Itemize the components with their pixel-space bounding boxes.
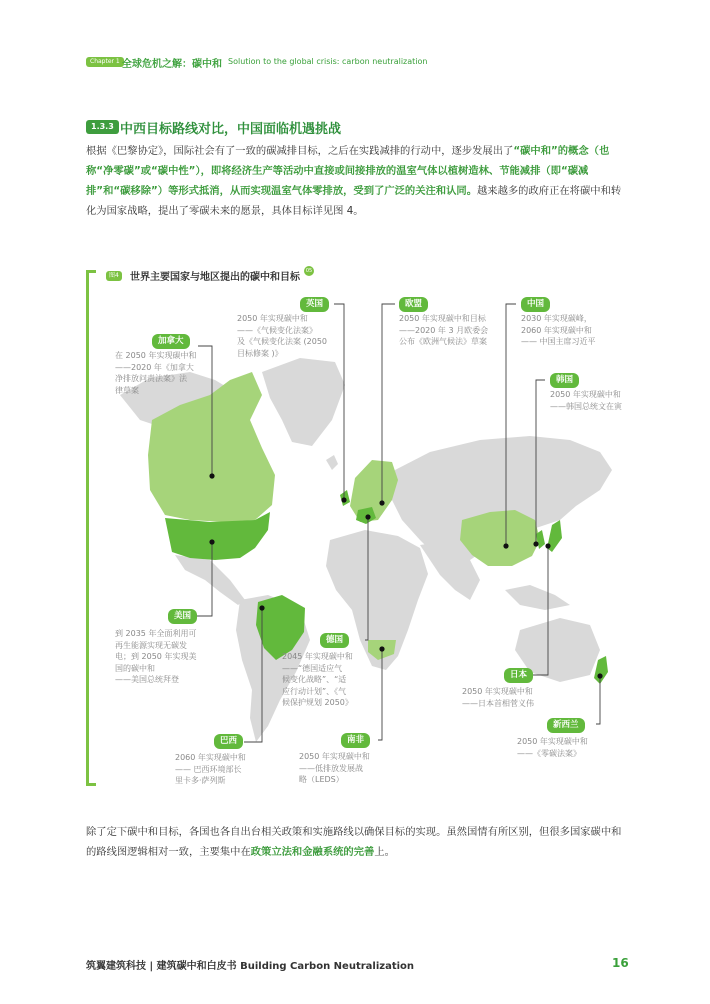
outro-text-2: 上。 [374, 846, 395, 858]
marker-eu [379, 500, 384, 505]
note-line: 到 2035 年全面利用可 [115, 629, 197, 638]
country-label-usa: 美国 [168, 609, 197, 624]
note-korea [550, 389, 630, 412]
page-number: 16 [612, 956, 629, 970]
note-line: 应行动计划”、《气 [282, 686, 347, 696]
note-line: 电；到 2050 年实现美 [115, 652, 197, 661]
note-line: 在 2050 年实现碳中和 [115, 351, 197, 360]
chapter-tag: Chapter 1 [86, 57, 124, 67]
note-line: ——日本首相菅义伟 [462, 698, 534, 708]
note-line: 再生能源实现无碳发 [115, 640, 187, 650]
note-line: 目标修案 )》 [237, 348, 283, 358]
section-title: 中西目标路线对比，中国面临机遇挑战 [120, 122, 342, 137]
country-label-korea: 韩国 [550, 373, 579, 388]
note-line: 2050 年实现碳中和 [550, 390, 621, 399]
section-number: 1.3.3 [86, 120, 119, 134]
note-canada [115, 350, 205, 396]
note-line: 2045 年实现碳中和 [282, 652, 353, 661]
figure-reference-badge: 05 [305, 268, 313, 274]
note-south-africa [299, 751, 379, 786]
note-line: 2060 年实现碳中和 [521, 325, 592, 335]
marker-germany [365, 514, 370, 519]
note-usa [115, 628, 210, 686]
note-uk [237, 313, 342, 359]
note-line: 2050 年实现碳中和 [517, 737, 588, 746]
intro-text-1: 根据《巴黎协定》，国际社会有了一致的碳减排目标，之后在实践减排的行动中，逐步发展出了 [86, 145, 514, 157]
note-line: ——美国总统拜登 [115, 675, 179, 684]
note-line: 及《气候变化法案 (2050 [237, 337, 328, 346]
note-line: 2050 年实现碳中和 [237, 314, 308, 323]
note-japan [462, 686, 546, 709]
marker-usa [209, 539, 214, 544]
outro-text-1: 除了定下碳中和目标，各国也各自出台相关政策和实施路线以确保目标的实现。虽然国情有所区别，但很多国家碳中和的路线图逻辑相对一致，主要集中在 [86, 826, 622, 858]
country-label-eu: 欧盟 [399, 297, 428, 312]
note-germany [282, 651, 366, 709]
note-line: 律草案 [115, 385, 139, 395]
marker-new-zealand [597, 673, 602, 678]
note-line: ——2020 年《加拿大 [115, 362, 194, 372]
country-label-south-africa: 南非 [341, 733, 370, 748]
country-label-brazil: 巴西 [214, 734, 243, 749]
country-label-germany: 德国 [320, 633, 349, 648]
note-line: 净排放问责法案》法 [115, 374, 187, 383]
note-line: ——《零碳法案》 [517, 748, 581, 758]
marker-japan [545, 543, 550, 548]
note-line: 2050 年实现碳中和目标 [399, 314, 486, 323]
country-label-new-zealand: 新西兰 [547, 718, 585, 733]
note-line: ——2020 年 3 月欧委会 [399, 325, 489, 335]
country-label-japan: 日本 [504, 668, 533, 683]
country-label-china: 中国 [521, 297, 550, 312]
marker-uk [341, 497, 346, 502]
outro-paragraph [86, 822, 624, 862]
note-line: 略（LEDS） [299, 775, 344, 784]
marker-brazil [259, 605, 264, 610]
note-line: 里卡多·萨列斯 [175, 776, 226, 785]
note-line: ——《气候变化法案》 [237, 325, 317, 335]
note-line: 候保护规划 2050》 [282, 698, 353, 707]
note-china [521, 313, 621, 348]
intro-text-2: 越来越多的政府正在将碳中和转化为国家战略，提出了零碳未来的愿景，具体目标详见图 4。 [86, 185, 622, 217]
note-line: 2050 年实现碳中和 [462, 687, 533, 696]
intro-highlight: “碳中和”的概念（也称“净零碳”或“碳中性”），即将经济生产等活动中直接或间接排放的温室气体以植树造林、节能减排（即“碳减排”和“碳移除”）等形式抵消，从而实现温室气体零排放，受到了广泛的关注和认同。 [86, 145, 610, 197]
marker-china [503, 543, 508, 548]
note-brazil [175, 752, 260, 787]
note-line: 公布《欧洲气候法》草案 [399, 337, 487, 346]
note-line: ——“德国适应气 [282, 663, 343, 673]
footer-publication: 筑翼建筑科技 | 建筑碳中和白皮书 Building Carbon Neutralization [86, 961, 415, 972]
chapter-subtitle: Solution to the global crisis: carbon neutralization [228, 57, 428, 66]
note-line: ——低排放发展战 [299, 763, 363, 773]
marker-canada [209, 473, 214, 478]
note-line: 2030 年实现碳峰， [521, 314, 592, 323]
note-line: 国的碳中和 [115, 663, 155, 673]
note-line: 候变化战略”、“适 [282, 675, 347, 684]
country-label-canada: 加拿大 [152, 334, 190, 349]
country-label-uk: 英国 [300, 297, 329, 312]
note-eu [399, 313, 509, 348]
note-line: 2060 年实现碳中和 [175, 753, 246, 762]
outro-highlight: 政策立法和金融系统的完善 [250, 846, 375, 858]
marker-south-africa [379, 646, 384, 651]
marker-korea [533, 541, 538, 546]
note-line: 2050 年实现碳中和 [299, 752, 370, 761]
note-line: —— 中国主席习近平 [521, 337, 596, 346]
figure-tag: 图4 [106, 271, 122, 281]
note-line: ——韩国总统文在寅 [550, 401, 622, 411]
chapter-title: 全球危机之解：碳中和 [122, 59, 222, 70]
note-line: —— 巴西环境部长 [175, 764, 242, 774]
note-new-zealand [517, 736, 601, 759]
figure-title: 世界主要国家与地区提出的碳中和目标 [130, 272, 300, 283]
